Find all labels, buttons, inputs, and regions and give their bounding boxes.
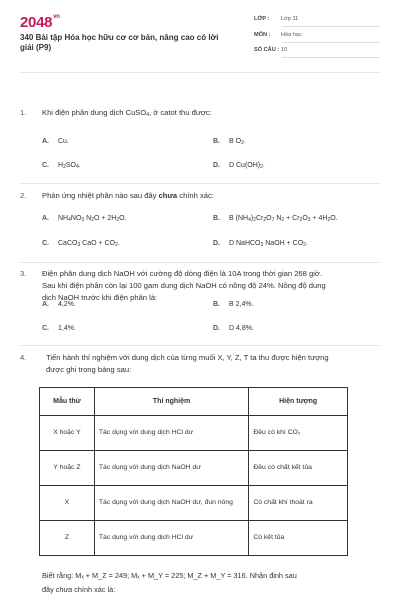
table-row xyxy=(40,486,348,521)
table-cell: Có chất khí thoát ra xyxy=(249,486,348,521)
table-cell: Đều có chất kết tủa xyxy=(249,451,348,486)
page-title: 340 Bài tập Hóa học hữu cơ cơ bản, nâng cao có lời giải (P9) xyxy=(20,33,219,52)
logo-suffix: vn xyxy=(53,14,60,20)
meta-count xyxy=(254,47,380,53)
option-d[interactable]: D. D $Cu(OH)_2$. xyxy=(213,162,265,170)
table-row xyxy=(40,416,348,451)
table-row xyxy=(40,521,348,556)
table-header: Mẫu thử xyxy=(40,388,95,416)
question-1 xyxy=(20,107,380,121)
table-cell: Tác dụng với dung dịch NaOH dư xyxy=(94,451,248,486)
site-logo[interactable] xyxy=(20,14,60,31)
followup-line-2: đây chưa chính xác là: xyxy=(42,585,116,594)
table-cell: X hoặc Y xyxy=(40,416,95,451)
question-number: 2. xyxy=(20,191,27,200)
table-cell: X xyxy=(40,486,95,521)
divider xyxy=(282,57,380,58)
question-4-followup xyxy=(42,569,372,597)
question-stem: Khi điện phân dung dịch CuSO$_4$, ở catot thu được: xyxy=(42,108,212,118)
option-d[interactable]: D. D 4,8%. xyxy=(213,325,254,332)
table-cell: Z xyxy=(40,521,95,556)
table-cell: Tác dụng với dung dịch HCl dư xyxy=(94,416,248,451)
divider xyxy=(282,26,380,27)
table-header-row xyxy=(40,388,348,416)
table-cell: Đều có khí CO₂ xyxy=(249,416,348,451)
option-c[interactable]: C. CaCO$_3$ CaO + $CO_2$. xyxy=(42,240,120,248)
table-header: Thí nghiệm xyxy=(94,388,248,416)
question-number: 1. xyxy=(20,108,27,117)
table-cell: Tác dụng với dung dịch HCl dư xyxy=(94,521,248,556)
followup-line-1: Biết rằng: Mₓ + M_Z = 249; Mₓ + M_Y = 225; M_Z + M_Y = 316. Nhận định sau xyxy=(42,571,297,580)
question-2 xyxy=(20,190,380,202)
meta-class xyxy=(254,16,380,22)
divider xyxy=(20,262,380,263)
option-c[interactable]: C. 1,4%. xyxy=(42,325,76,332)
divider xyxy=(20,183,380,184)
meta-value: Hóa học xyxy=(281,32,302,38)
logo-text: 2048 xyxy=(20,14,53,31)
question-stem: Tiến hành thí nghiệm với dung dịch của từng muối X, Y, Z, T ta thu được hiện tượng được ghi trong bảng sau: xyxy=(46,353,329,374)
meta-value: Lớp 11 xyxy=(281,16,299,22)
option-a[interactable]: A. $NH_4NO_3$ $N_2O + 2H_2O$. xyxy=(42,215,127,223)
divider xyxy=(20,345,380,346)
meta-label: MÔN : xyxy=(254,32,271,38)
table-cell: Tác dụng với dung dịch NaOH dư, đun nóng xyxy=(94,486,248,521)
question-number: 4. xyxy=(20,353,27,362)
option-c[interactable]: C. $H_2SO_4$. xyxy=(42,162,81,170)
meta-label: SỐ CÂU : xyxy=(254,47,280,53)
results-table xyxy=(39,387,348,556)
question-4 xyxy=(20,352,380,376)
option-a[interactable]: A. 4,2%. xyxy=(42,301,76,308)
meta-label: LỚP : xyxy=(254,16,270,22)
meta-subject xyxy=(254,32,380,38)
option-b[interactable]: B. B 2,4%. xyxy=(213,301,254,308)
option-d[interactable]: D. D NaHCO$_3$ NaOH + $CO_2$. xyxy=(213,240,308,248)
option-b[interactable]: B. B $O_2$. xyxy=(213,138,246,146)
option-b[interactable]: B. B $(NH_4)_2Cr_2O_7$ $N_2 + Cr_2O_3 + 4H_2O$. xyxy=(213,215,338,223)
option-a[interactable]: A. Cu. xyxy=(42,138,69,145)
table-row xyxy=(40,451,348,486)
question-number: 3. xyxy=(20,269,27,278)
table-header: Hiện tượng xyxy=(249,388,348,416)
divider xyxy=(282,42,380,43)
question-stem: Phản ứng nhiệt phân nào sau đây chưa chính xác: xyxy=(42,191,214,200)
question-3 xyxy=(20,268,380,304)
divider xyxy=(20,72,380,73)
table-cell: Có kết tủa xyxy=(249,521,348,556)
meta-value: 10 xyxy=(281,47,288,53)
table-cell: Y hoặc Z xyxy=(40,451,95,486)
question-stem: Điện phân dung dịch NaOH với cường độ dòng điện là 10A trong thời gian 268 giờ. Sau khi điện phân còn lại 100 gam dung dịch NaOH có nồng độ 24%. Nồng độ dung dịch NaOH trước khi điện phân là: xyxy=(42,269,326,302)
